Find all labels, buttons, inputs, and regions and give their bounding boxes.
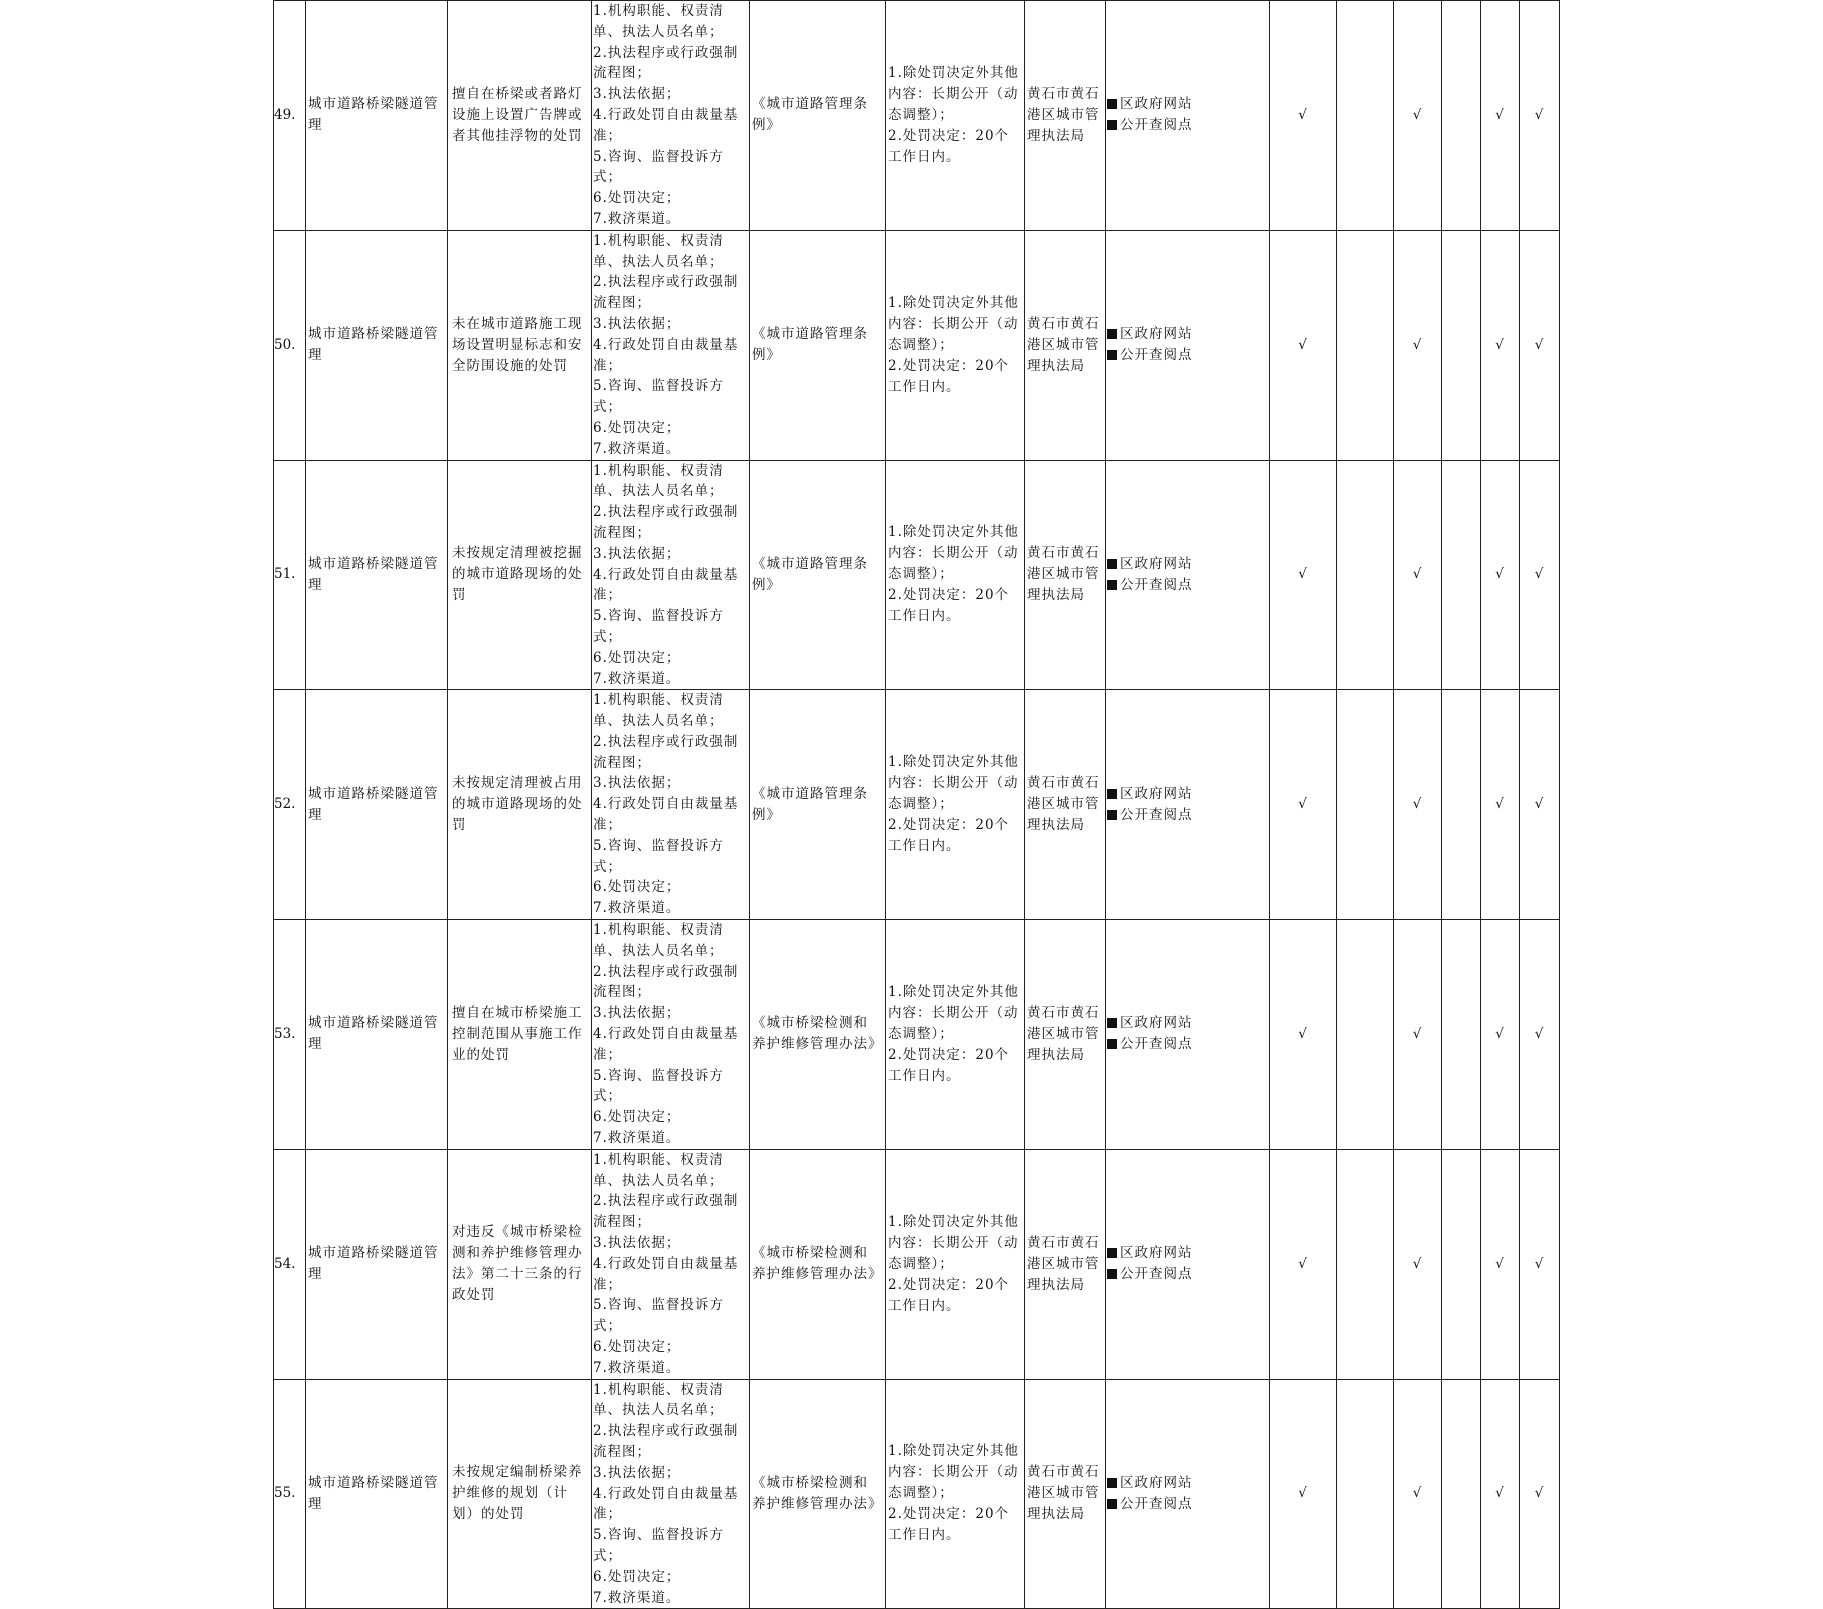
category-text: 城市道路桥梁隧道管理	[308, 1245, 439, 1283]
timeline-line: 1.除处罚决定外其他内容：长期公开（动态调整）；	[888, 524, 1019, 583]
agency-cell	[1025, 460, 1106, 690]
content-line: 2.执法程序或行政强制流程图；	[593, 1193, 739, 1231]
content-line: 3.执法依据；	[593, 315, 681, 332]
check-mark-icon: √	[1534, 336, 1545, 353]
content-line: 1.机构职能、权责清单、执法人员名单；	[593, 232, 724, 270]
check-mark-icon: √	[1534, 796, 1545, 813]
check-cell	[1520, 1, 1560, 231]
check-mark-icon: √	[1298, 796, 1308, 813]
check-mark-icon: √	[1412, 336, 1423, 353]
channel-cell	[1106, 1379, 1270, 1609]
item-text: 未在城市道路施工现场设置明显标志和安全防围设施的处罚	[452, 315, 583, 374]
item-cell	[448, 1379, 592, 1609]
channel-item	[1107, 1264, 1267, 1285]
content-cell	[592, 1149, 750, 1379]
check-cell	[1394, 460, 1442, 690]
table-row	[274, 1, 1560, 231]
check-cell	[1394, 920, 1442, 1150]
category-text: 城市道路桥梁隧道管理	[308, 1474, 439, 1512]
check-cell	[1520, 1149, 1560, 1379]
content-cell	[592, 920, 750, 1150]
row-number: 49.	[274, 106, 296, 123]
item-cell	[448, 230, 592, 460]
content-line: 3.执法依据；	[593, 545, 681, 562]
content-line: 4.行政处罚自由裁量基准；	[593, 1026, 739, 1063]
content-line: 4.行政处罚自由裁量基准；	[593, 1255, 739, 1293]
timeline-line: 2.处罚决定：20个工作日内。	[888, 1276, 1010, 1314]
category-cell	[306, 460, 448, 690]
basis-text: 《城市桥梁检测和养护维修管理办法》	[752, 1245, 883, 1283]
content-line: 3.执法依据；	[593, 86, 681, 103]
check-cell	[1520, 230, 1560, 460]
channel-label: 公开查阅点	[1120, 347, 1193, 364]
check-mark-icon: √	[1534, 566, 1545, 583]
content-line: 7.救济渠道。	[593, 1589, 681, 1606]
filled-square-icon	[1107, 1039, 1117, 1049]
channel-label: 公开查阅点	[1120, 117, 1193, 134]
basis-cell	[750, 1379, 886, 1609]
check-cell	[1394, 230, 1442, 460]
check-mark-icon: √	[1412, 796, 1423, 813]
content-line: 2.执法程序或行政强制流程图；	[593, 504, 739, 541]
table-row	[274, 460, 1560, 690]
empty-cell	[1337, 1379, 1394, 1609]
content-line: 2.执法程序或行政强制流程图；	[593, 44, 739, 82]
row-number: 51.	[274, 566, 296, 583]
filled-square-icon	[1107, 810, 1117, 820]
timeline-line: 1.除处罚决定外其他内容：长期公开（动态调整）；	[888, 983, 1019, 1042]
timeline-cell	[886, 1379, 1025, 1609]
filled-square-icon	[1107, 1018, 1117, 1028]
channel-item	[1107, 1494, 1267, 1515]
content-line: 2.执法程序或行政强制流程图；	[593, 1423, 739, 1460]
row-number-cell	[274, 920, 306, 1150]
content-line: 2.执法程序或行政强制流程图；	[593, 963, 739, 1001]
filled-square-icon	[1107, 1478, 1117, 1488]
agency-cell	[1025, 1, 1106, 231]
content-line: 5.咨询、监督投诉方式；	[593, 148, 724, 186]
channel-item	[1107, 94, 1267, 115]
agency-cell	[1025, 690, 1106, 920]
channel-item	[1107, 345, 1267, 366]
content-line: 4.行政处罚自由裁量基准；	[593, 336, 739, 374]
content-line: 1.机构职能、权责清单、执法人员名单；	[593, 692, 724, 730]
agency-text: 黄石市黄石港区城市管理执法局	[1027, 775, 1100, 834]
content-cell	[592, 1, 750, 231]
check-cell	[1520, 460, 1560, 690]
content-line: 6.处罚决定；	[593, 419, 681, 436]
content-line: 1.机构职能、权责清单、执法人员名单；	[593, 1381, 724, 1419]
filled-square-icon	[1107, 1248, 1117, 1258]
agency-text: 黄石市黄石港区城市管理执法局	[1027, 1234, 1100, 1293]
category-cell	[306, 1379, 448, 1609]
check-cell	[1481, 1379, 1520, 1609]
basis-text: 《城市道路管理条例》	[752, 785, 868, 823]
check-cell	[1481, 920, 1520, 1150]
filled-square-icon	[1107, 789, 1117, 799]
timeline-line: 2.处罚决定：20个工作日内。	[888, 587, 1010, 625]
timeline-line: 1.除处罚决定外其他内容：长期公开（动态调整）；	[888, 1213, 1019, 1272]
channel-label: 公开查阅点	[1120, 1495, 1193, 1512]
check-mark-icon: √	[1495, 566, 1505, 583]
agency-cell	[1025, 230, 1106, 460]
content-line: 6.处罚决定；	[593, 1109, 681, 1126]
basis-cell	[750, 1149, 886, 1379]
item-text: 擅自在城市桥梁施工控制范围从事施工作业的处罚	[452, 1004, 583, 1063]
check-mark-icon: √	[1534, 1025, 1545, 1042]
check-cell	[1481, 1, 1520, 231]
table-row	[274, 920, 1560, 1150]
timeline-cell	[886, 460, 1025, 690]
empty-cell	[1337, 1, 1394, 231]
empty-cell	[1337, 460, 1394, 690]
check-mark-icon: √	[1534, 106, 1545, 123]
basis-cell	[750, 1, 886, 231]
category-text: 城市道路桥梁隧道管理	[308, 1015, 439, 1053]
filled-square-icon	[1107, 1269, 1117, 1279]
channel-item	[1107, 324, 1267, 345]
timeline-cell	[886, 920, 1025, 1150]
check-cell	[1394, 1149, 1442, 1379]
check-mark-icon: √	[1495, 106, 1505, 123]
basis-text: 《城市道路管理条例》	[752, 326, 868, 364]
item-text: 未按规定清理被占用的城市道路现场的处罚	[452, 775, 583, 834]
basis-cell	[750, 690, 886, 920]
check-mark-icon: √	[1495, 1485, 1505, 1502]
content-line: 7.救济渠道。	[593, 670, 681, 687]
check-cell	[1481, 460, 1520, 690]
check-cell	[1270, 1149, 1337, 1379]
empty-cell	[1337, 230, 1394, 460]
check-mark-icon: √	[1412, 1485, 1423, 1502]
channel-label: 区政府网站	[1120, 555, 1193, 572]
filled-square-icon	[1107, 1499, 1117, 1509]
content-line: 5.咨询、监督投诉方式；	[593, 1067, 724, 1105]
row-number-cell	[274, 690, 306, 920]
check-mark-icon: √	[1495, 336, 1505, 353]
channel-label: 区政府网站	[1120, 1474, 1193, 1491]
content-line: 5.咨询、监督投诉方式；	[593, 837, 724, 875]
row-number-cell	[274, 1, 306, 231]
category-cell	[306, 1149, 448, 1379]
channel-label: 区政府网站	[1120, 96, 1193, 113]
content-cell	[592, 460, 750, 690]
check-mark-icon: √	[1412, 1255, 1423, 1272]
agency-text: 黄石市黄石港区城市管理执法局	[1027, 85, 1100, 144]
content-cell	[592, 230, 750, 460]
check-cell	[1520, 1379, 1560, 1609]
content-line: 1.机构职能、权责清单、执法人员名单；	[593, 462, 724, 500]
basis-cell	[750, 920, 886, 1150]
item-text: 未按规定编制桥梁养护维修的规划（计划）的处罚	[452, 1464, 583, 1523]
check-cell	[1520, 920, 1560, 1150]
timeline-line: 1.除处罚决定外其他内容：长期公开（动态调整）；	[888, 1443, 1019, 1502]
timeline-cell	[886, 230, 1025, 460]
category-cell	[306, 230, 448, 460]
timeline-line: 2.处罚决定：20个工作日内。	[888, 817, 1010, 855]
empty-cell	[1442, 690, 1481, 920]
channel-label: 公开查阅点	[1120, 806, 1193, 823]
empty-cell	[1442, 230, 1481, 460]
check-mark-icon: √	[1495, 1255, 1505, 1272]
channel-cell	[1106, 920, 1270, 1150]
row-number-cell	[274, 1149, 306, 1379]
check-cell	[1394, 690, 1442, 920]
row-number-cell	[274, 1379, 306, 1609]
channel-label: 区政府网站	[1120, 1015, 1193, 1032]
table-row	[274, 230, 1560, 460]
content-line: 2.执法程序或行政强制流程图；	[593, 733, 739, 771]
empty-cell	[1442, 1149, 1481, 1379]
channel-cell	[1106, 690, 1270, 920]
check-mark-icon: √	[1412, 566, 1423, 583]
content-line: 1.机构职能、权责清单、执法人员名单；	[593, 3, 724, 40]
agency-cell	[1025, 1379, 1106, 1609]
agency-text: 黄石市黄石港区城市管理执法局	[1027, 1464, 1100, 1523]
timeline-line: 2.处罚决定：20个工作日内。	[888, 127, 1010, 165]
check-cell	[1520, 690, 1560, 920]
basis-text: 《城市桥梁检测和养护维修管理办法》	[752, 1015, 883, 1053]
filled-square-icon	[1107, 350, 1117, 360]
filled-square-icon	[1107, 120, 1117, 130]
content-line: 4.行政处罚自由裁量基准；	[593, 106, 739, 144]
timeline-line: 2.处罚决定：20个工作日内。	[888, 1046, 1010, 1084]
check-cell	[1270, 1379, 1337, 1609]
channel-item	[1107, 575, 1267, 596]
empty-cell	[1337, 1149, 1394, 1379]
check-mark-icon: √	[1412, 106, 1423, 123]
channel-item	[1107, 805, 1267, 826]
agency-cell	[1025, 1149, 1106, 1379]
check-cell	[1270, 460, 1337, 690]
category-cell	[306, 920, 448, 1150]
channel-item	[1107, 784, 1267, 805]
basis-cell	[750, 460, 886, 690]
timeline-cell	[886, 1, 1025, 231]
check-mark-icon: √	[1298, 106, 1308, 123]
empty-cell	[1442, 920, 1481, 1150]
category-cell	[306, 690, 448, 920]
empty-cell	[1442, 1379, 1481, 1609]
row-number: 52.	[274, 796, 296, 813]
check-cell	[1394, 1, 1442, 231]
channel-item	[1107, 1013, 1267, 1034]
check-mark-icon: √	[1298, 566, 1308, 583]
item-text: 未按规定清理被挖掘的城市道路现场的处罚	[452, 545, 583, 604]
item-text: 擅自在桥梁或者路灯设施上设置广告牌或者其他挂浮物的处罚	[452, 85, 583, 144]
check-mark-icon: √	[1298, 1255, 1308, 1272]
content-line: 6.处罚决定；	[593, 649, 681, 666]
agency-text: 黄石市黄石港区城市管理执法局	[1027, 545, 1100, 604]
content-line: 2.执法程序或行政强制流程图；	[593, 274, 739, 312]
check-cell	[1270, 230, 1337, 460]
item-cell	[448, 1149, 592, 1379]
content-cell	[592, 690, 750, 920]
filled-square-icon	[1107, 559, 1117, 569]
content-line: 3.执法依据；	[593, 775, 681, 792]
content-line: 7.救济渠道。	[593, 1130, 681, 1147]
timeline-line: 1.除处罚决定外其他内容：长期公开（动态调整）；	[888, 294, 1019, 353]
channel-item	[1107, 1473, 1267, 1494]
empty-cell	[1337, 920, 1394, 1150]
channel-label: 区政府网站	[1120, 326, 1193, 343]
content-line: 5.咨询、监督投诉方式；	[593, 608, 724, 645]
check-cell	[1481, 230, 1520, 460]
agency-text: 黄石市黄石港区城市管理执法局	[1027, 1004, 1100, 1063]
basis-text: 《城市桥梁检测和养护维修管理办法》	[752, 1474, 883, 1512]
channel-label: 公开查阅点	[1120, 1036, 1193, 1053]
table-row	[274, 690, 1560, 920]
empty-cell	[1337, 690, 1394, 920]
basis-text: 《城市道路管理条例》	[752, 555, 868, 593]
channel-cell	[1106, 1, 1270, 231]
content-line: 5.咨询、监督投诉方式；	[593, 378, 724, 416]
check-cell	[1481, 690, 1520, 920]
timeline-line: 2.处罚决定：20个工作日内。	[888, 357, 1010, 395]
table-row	[274, 1379, 1560, 1609]
check-mark-icon: √	[1298, 1485, 1308, 1502]
filled-square-icon	[1107, 580, 1117, 590]
agency-text: 黄石市黄石港区城市管理执法局	[1027, 315, 1100, 374]
channel-item	[1107, 1034, 1267, 1055]
channel-label: 区政府网站	[1120, 785, 1193, 802]
row-number: 54.	[274, 1255, 296, 1272]
check-mark-icon: √	[1495, 1025, 1505, 1042]
row-number-cell	[274, 230, 306, 460]
category-text: 城市道路桥梁隧道管理	[308, 326, 439, 364]
check-cell	[1270, 920, 1337, 1150]
timeline-cell	[886, 1149, 1025, 1379]
content-line: 3.执法依据；	[593, 1235, 681, 1252]
content-line: 1.机构职能、权责清单、执法人员名单；	[593, 1151, 724, 1189]
content-line: 4.行政处罚自由裁量基准；	[593, 566, 739, 604]
channel-label: 公开查阅点	[1120, 576, 1193, 593]
check-cell	[1394, 1379, 1442, 1609]
content-line: 4.行政处罚自由裁量基准；	[593, 796, 739, 834]
empty-cell	[1442, 460, 1481, 690]
disclosure-table-page	[273, 0, 1560, 1609]
channel-label: 区政府网站	[1120, 1245, 1193, 1262]
row-number: 55.	[274, 1485, 296, 1502]
check-cell	[1270, 690, 1337, 920]
check-cell	[1270, 1, 1337, 231]
category-text: 城市道路桥梁隧道管理	[308, 785, 439, 823]
content-cell	[592, 1379, 750, 1609]
filled-square-icon	[1107, 99, 1117, 109]
content-line: 3.执法依据；	[593, 1005, 681, 1022]
content-line: 6.处罚决定；	[593, 1339, 681, 1355]
content-line: 7.救济渠道。	[593, 900, 681, 917]
check-mark-icon: √	[1534, 1255, 1545, 1272]
content-line: 6.处罚决定；	[593, 190, 681, 207]
channel-cell	[1106, 460, 1270, 690]
item-cell	[448, 920, 592, 1150]
basis-cell	[750, 230, 886, 460]
content-line: 5.咨询、监督投诉方式；	[593, 1297, 724, 1335]
timeline-cell	[886, 690, 1025, 920]
content-line: 6.处罚决定；	[593, 1568, 681, 1585]
check-cell	[1481, 1149, 1520, 1379]
check-mark-icon: √	[1298, 1025, 1308, 1042]
item-text: 对违反《城市桥梁检测和养护维修管理办法》第二十三条的行政处罚	[452, 1224, 583, 1304]
timeline-line: 1.除处罚决定外其他内容：长期公开（动态调整）；	[888, 754, 1019, 813]
item-cell	[448, 460, 592, 690]
filled-square-icon	[1107, 329, 1117, 339]
empty-cell	[1442, 1, 1481, 231]
channel-cell	[1106, 230, 1270, 460]
basis-text: 《城市道路管理条例》	[752, 96, 868, 134]
content-line: 1.机构职能、权责清单、执法人员名单；	[593, 922, 724, 959]
channel-item	[1107, 115, 1267, 136]
content-line: 7.救济渠道。	[593, 210, 681, 227]
check-mark-icon: √	[1298, 336, 1308, 353]
item-cell	[448, 690, 592, 920]
row-number: 50.	[274, 336, 296, 353]
content-line: 7.救济渠道。	[593, 1359, 681, 1376]
category-cell	[306, 1, 448, 231]
timeline-line: 2.处罚决定：20个工作日内。	[888, 1506, 1010, 1544]
content-line: 5.咨询、监督投诉方式；	[593, 1527, 724, 1564]
channel-item	[1107, 1243, 1267, 1264]
content-line: 6.处罚决定；	[593, 879, 681, 896]
disclosure-table	[273, 0, 1560, 1609]
channel-cell	[1106, 1149, 1270, 1379]
row-number-cell	[274, 460, 306, 690]
channel-item	[1107, 554, 1267, 575]
content-line: 7.救济渠道。	[593, 440, 681, 457]
timeline-line: 1.除处罚决定外其他内容：长期公开（动态调整）；	[888, 64, 1019, 123]
channel-label: 公开查阅点	[1120, 1266, 1193, 1283]
check-mark-icon: √	[1495, 796, 1505, 813]
item-cell	[448, 1, 592, 231]
row-number: 53.	[274, 1025, 296, 1042]
check-mark-icon: √	[1412, 1025, 1423, 1042]
table-row	[274, 1149, 1560, 1379]
content-line: 4.行政处罚自由裁量基准；	[593, 1485, 739, 1523]
category-text: 城市道路桥梁隧道管理	[308, 96, 439, 134]
check-mark-icon: √	[1534, 1485, 1545, 1502]
category-text: 城市道路桥梁隧道管理	[308, 555, 439, 593]
agency-cell	[1025, 920, 1106, 1150]
content-line: 3.执法依据；	[593, 1464, 681, 1481]
